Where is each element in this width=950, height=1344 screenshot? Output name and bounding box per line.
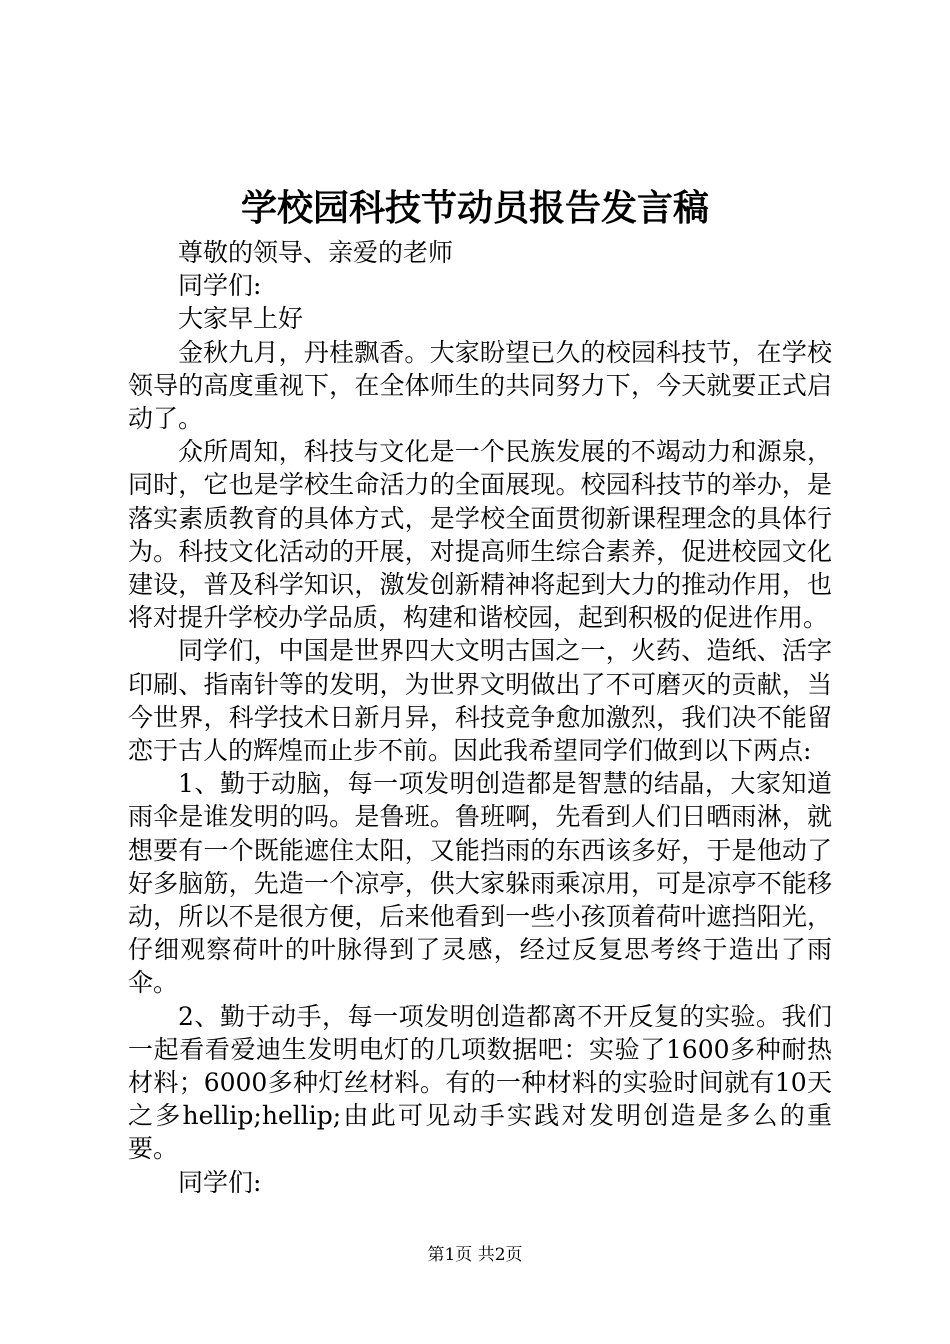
- document-title: 学校园科技节动员报告发言稿: [240, 187, 709, 229]
- paragraph-closing-address: 同学们:: [178, 1167, 262, 1197]
- paragraph-opening: 金秋九月，丹桂飘香。大家盼望已久的校园科技节，在学校领导的高度重视下，在全体师生的共同努力下，今天就要正式启动了。: [128, 337, 832, 434]
- paragraph-significance: 众所周知，科技与文化是一个民族发展的不竭动力和源泉，同时，它也是学校生命活力的全面展现。校园科技节的举办，是落实素质教育的具体方式，是学校全面贯彻新课程理念的具体行为。科技文化活动的开展，对提高师生综合素养，促进校园文化建设，普及科学知识，激发创新精神将起到大力的推动作用，也将对提升学校办学品质，构建和谐校园，起到积极的促进作用。: [128, 437, 832, 633]
- paragraph-history: 同学们，中国是世界四大文明古国之一，火药、造纸、活字印刷、指南针等的发明，为世界文明做出了不可磨灭的贡献，当今世界，科学技术日新月异，科技竞争愈加激烈，我们决不能留恋于古人的辉煌而止步不前。因此我希望同学们做到以下两点:: [128, 636, 832, 766]
- paragraph-point-two: 2、勤于动手，每一项发明创造都离不开反复的实验。我们一起看看爱迪生发明电灯的几项数据吧：实验了1600多种耐热材料；6000多种灯丝材料。有的一种材料的实验时间就有10天之多hellip;hellip;由此可见动手实践对发明创造是多么的重要。: [128, 1001, 832, 1164]
- salutation-students: 同学们:: [178, 271, 262, 301]
- paragraph-point-one: 1、勤于动脑，每一项发明创造都是智慧的结晶，大家知道雨伞是谁发明的吗。是鲁班。鲁班啊，先看到人们日晒雨淋，就想要有一个既能遮住太阳，又能挡雨的东西该多好，于是他动了好多脑筋，先造一个凉亭，供大家躲雨乘凉用，可是凉亭不能移动，所以不是很方便，后来他看到一些小孩顶着荷叶遮挡阳光，仔细观察荷叶的叶脉得到了灵感，经过反复思考终于造出了雨伞。: [128, 769, 832, 998]
- document-body: [128, 236, 832, 1199]
- greeting: 大家早上好: [178, 304, 304, 334]
- salutation-leaders: 尊敬的领导、亲爱的老师: [178, 238, 454, 267]
- page-number-footer: 第1页 共2页: [427, 1245, 523, 1265]
